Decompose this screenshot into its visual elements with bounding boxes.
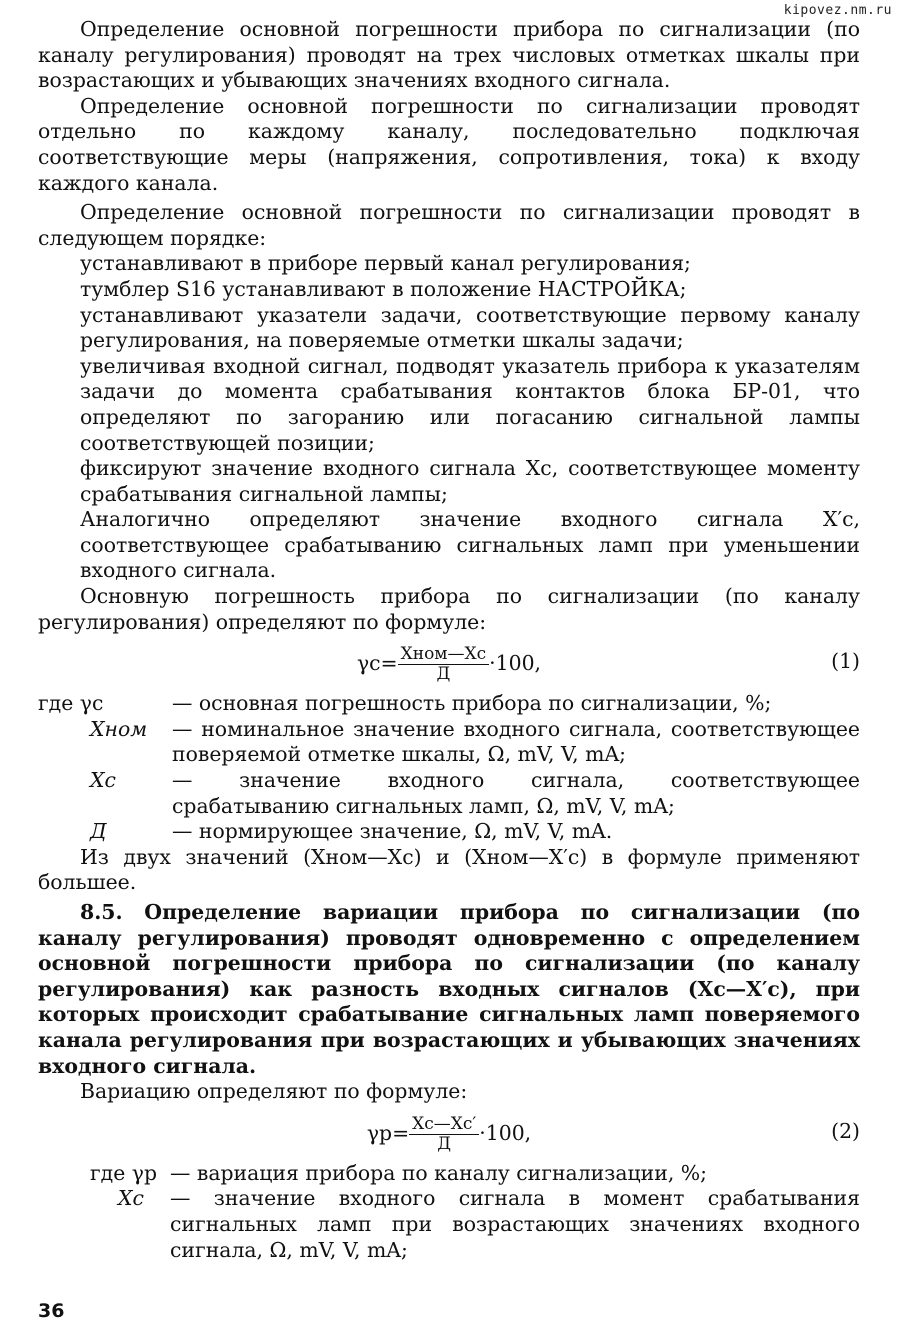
formula-denominator: Д [437, 1133, 452, 1154]
legend-row [38, 768, 860, 819]
formula-2-legend [38, 1161, 860, 1263]
page-number: 36 [38, 1300, 65, 1322]
formula-1-legend [38, 691, 860, 845]
paragraph: Из двух значений (Xном—Xc) и (Xном—X′c) в формуле применяют большее. [38, 844, 860, 895]
legend-symbol: Xc [90, 768, 116, 793]
formula-fraction [398, 645, 490, 684]
legend-text: — вариация прибора по каналу сигнализации, %; [170, 1160, 708, 1185]
document-page [38, 17, 860, 1263]
formula-1 [38, 635, 860, 691]
formula-intro: Вариацию определяют по формуле: [80, 1079, 468, 1104]
formula-intro: Основную погрешность прибора по сигнализации (по каналу регулирования) определяют по формуле: [38, 584, 860, 634]
formula-numerator: Xном—Xc [398, 645, 490, 665]
legend-row [38, 1186, 860, 1263]
legend-row [38, 1161, 860, 1187]
legend-symbol: где γc [38, 691, 104, 716]
formula-lhs: γр= [366, 1120, 410, 1145]
formula-fraction [409, 1115, 479, 1154]
legend-symbol: Xном [90, 716, 148, 741]
legend-text: — основная погрешность прибора по сигнализации, %; [172, 691, 772, 716]
formula-number: (1) [831, 649, 860, 674]
paragraph: Определение основной погрешности по сигнализации проводят в следующем порядке: [38, 200, 860, 250]
list-item: устанавливают указатели задачи, соответствующие первому каналу регулирования, на поверяемые отметки шкалы задачи; [80, 302, 860, 353]
list-item: тумблер S16 устанавливают в положение НАСТРОЙКА; [80, 276, 687, 301]
legend-row [38, 819, 860, 845]
formula-lhs: γc= [356, 651, 398, 676]
list-item: увеличивая входной сигнал, подводят указатель прибора к указателям задачи до момента срабатывания контактов блока БР-01, что определяют по загоранию или погасанию сигнальной лампы соответствующей позиции; [80, 353, 860, 455]
list-item: фиксируют значение входного сигнала Xc, соответствующее моменту срабатывания сигнальной лампы; [80, 456, 860, 506]
watermark: kipovez.nm.ru [783, 3, 892, 18]
formula-denominator: Д [436, 664, 451, 685]
formula-number: (2) [831, 1118, 860, 1143]
legend-row [38, 717, 860, 768]
paragraph: Определение основной погрешности прибора по сигнализации (по каналу регулирования) проводят на трех числовых отметках шкалы при возрастающих и убывающих значениях входного сигнала. [38, 17, 860, 93]
legend-symbol: Xc [118, 1186, 144, 1211]
formula-numerator: Xc—Xc′ [409, 1115, 479, 1135]
legend-symbol: Д [90, 819, 107, 844]
formula-tail: ·100, [489, 651, 542, 676]
paragraph: Определение основной погрешности по сигнализации проводят отдельно по каждому каналу, последовательно подключая соответствующие меры (напряжения, сопротивления, тока) к входу каждого канала. [38, 93, 860, 195]
legend-text: — значение входного сигнала в момент срабатывания сигнальных ламп при возрастающих значениях входного сигнала, Ω, mV, V, mA; [170, 1186, 860, 1262]
legend-text: — номинальное значение входного сигнала, соответствующее поверяемой отметке шкалы, Ω, mV, V, mA; [172, 716, 860, 767]
legend-text: — значение входного сигнала, соответствующее срабатыванию сигнальных ламп, Ω, mV, V, mA; [172, 768, 860, 818]
legend-text: — нормирующее значение, Ω, mV, V, mA. [172, 819, 613, 844]
formula-2 [38, 1105, 860, 1161]
formula-tail: ·100, [479, 1120, 532, 1145]
section-8-5: 8.5. Определение вариации прибора по сигнализации (по каналу регулирования) проводят одновременно с определением основной погрешности прибора по сигнализации (по каналу регулирования) как разность входных сигналов (Xc—X′c), при которых происходит срабатывание сигнальных ламп поверяемого канала регулирования при возрастающих и убывающих значениях входного сигнала. [38, 900, 860, 1078]
legend-row [38, 691, 860, 717]
list-item: Аналогично определяют значение входного сигнала X′c, соответствующее срабатыванию сигнальных ламп при уменьшении входного сигнала. [80, 507, 860, 583]
list-item: устанавливают в приборе первый канал регулирования; [80, 251, 691, 276]
legend-symbol: где γр [90, 1160, 158, 1185]
